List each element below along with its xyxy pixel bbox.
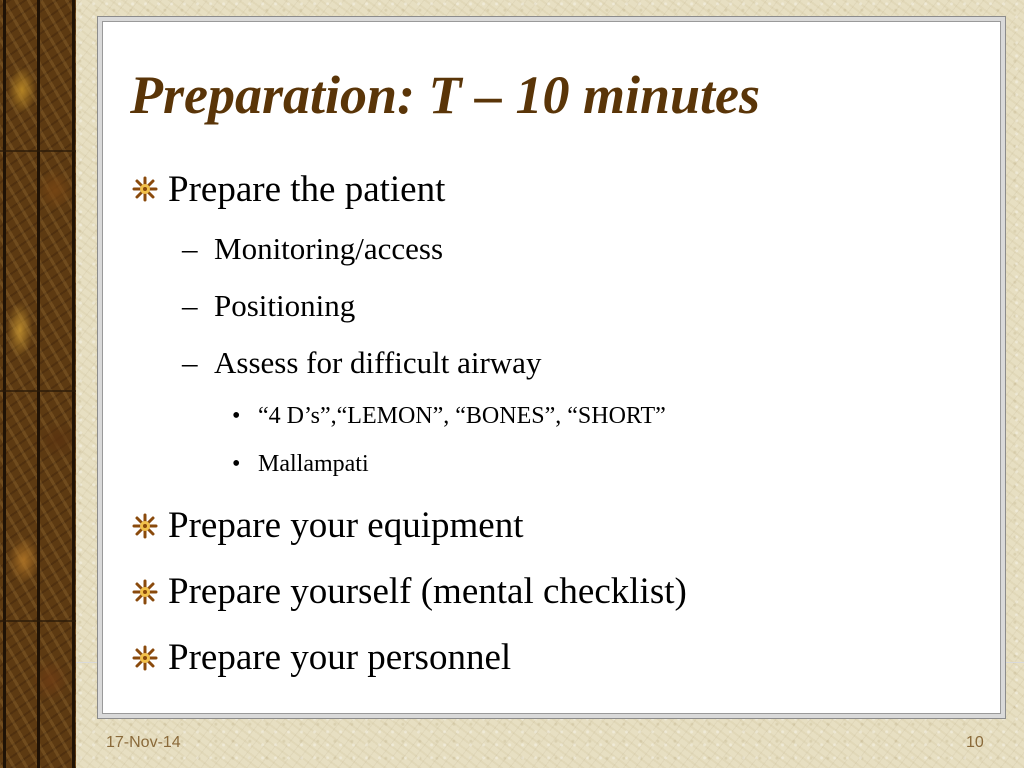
sub-bullet-positioning: Positioning (214, 288, 356, 323)
footer-date: 17-Nov-14 (106, 734, 181, 751)
strip-rule (0, 620, 76, 622)
strip-line (72, 0, 75, 768)
strip-line (37, 0, 40, 768)
dot-marker: • (232, 451, 241, 477)
bullet-prepare-personnel: Prepare your personnel (168, 637, 512, 678)
slide-title: Preparation: T – 10 minutes (130, 65, 761, 125)
sub-bullet-monitoring: Monitoring/access (214, 231, 444, 266)
footer-page-number: 10 (966, 734, 984, 751)
sub-sub-bullet-mnemonics: “4 D’s”,“LEMON”, “BONES”, “SHORT” (258, 403, 666, 429)
star-burst-icon (132, 579, 158, 605)
star-burst-icon (132, 176, 158, 202)
decorative-left-strip (0, 0, 76, 768)
strip-rule (0, 150, 76, 152)
bullet-prepare-equipment: Prepare your equipment (168, 505, 524, 546)
dash-marker: – (182, 345, 198, 380)
dash-marker: – (182, 288, 198, 323)
star-burst-icon (132, 513, 158, 539)
sub-sub-bullet-mallampati: Mallampati (258, 451, 369, 477)
dot-marker: • (232, 403, 241, 429)
bullet-prepare-yourself: Prepare yourself (mental checklist) (168, 571, 687, 612)
bullet-prepare-patient: Prepare the patient (168, 169, 446, 210)
star-burst-icon (132, 645, 158, 671)
strip-line (3, 0, 6, 768)
strip-rule (0, 390, 76, 392)
dash-marker: – (182, 231, 198, 266)
sub-bullet-assess-airway: Assess for difficult airway (214, 345, 542, 380)
